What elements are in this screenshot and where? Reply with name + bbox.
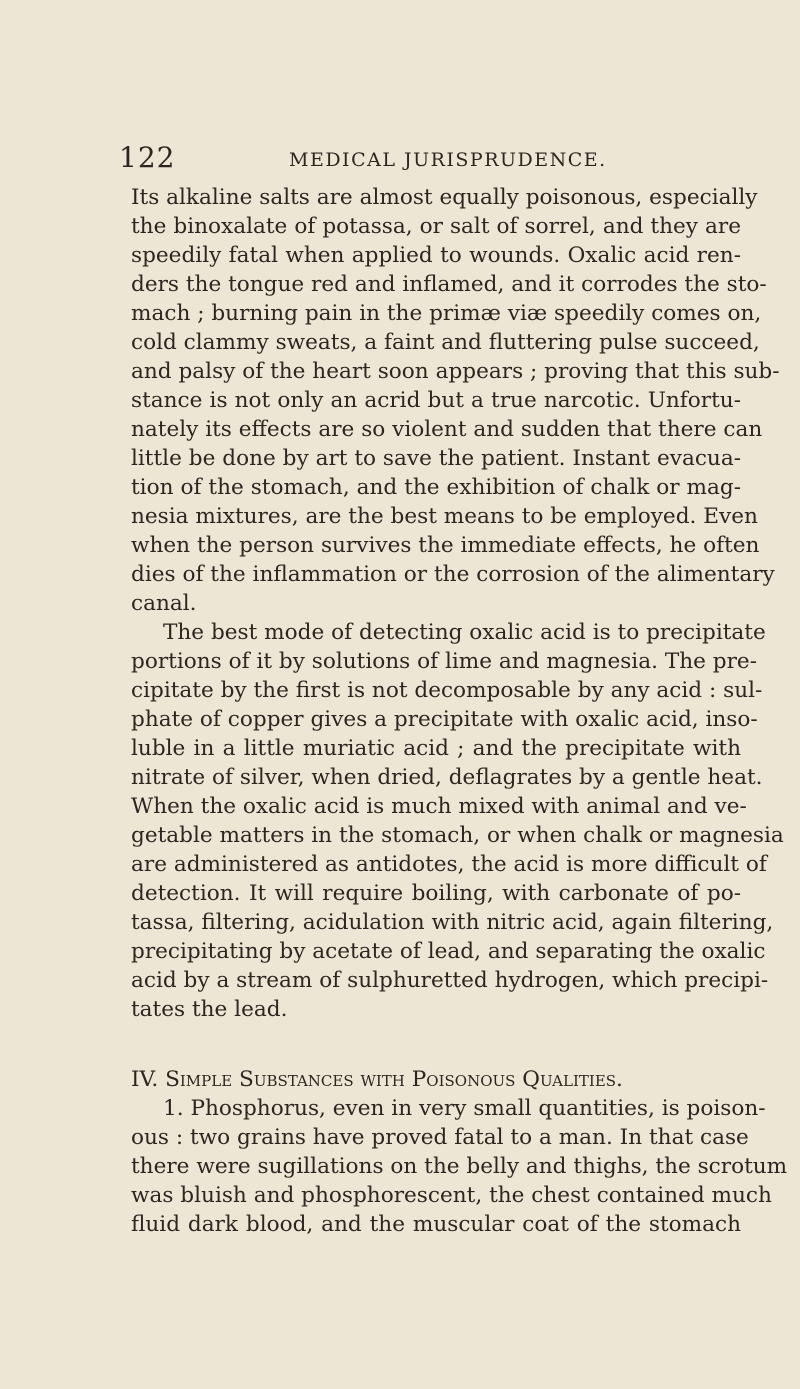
text-line: nately its effects are so violent and sudden that there can [131, 417, 763, 442]
text-line: luble in a little muriatic acid ; and the precipitate with [131, 736, 741, 761]
text-line: phate of copper gives a precipitate with oxalic acid, inso- [131, 707, 758, 732]
running-head [119, 138, 719, 178]
text-line: nitrate of silver, when dried, deflagrates by a gentle heat. [131, 765, 763, 790]
text-line: ous : two grains have proved fatal to a man. In that case [131, 1125, 749, 1150]
text-line: portions of it by solutions of lime and magnesia. The pre- [131, 649, 757, 674]
text-line: dies of the inflammation or the corrosion of the alimentary [131, 562, 775, 587]
text-line: there were sugillations on the belly and thighs, the scrotum [131, 1154, 788, 1179]
text-line: tion of the stomach, and the exhibition of chalk or mag- [131, 475, 741, 500]
text-line: 1. Phosphorus, even in very small quantities, is poison- [163, 1096, 766, 1121]
paragraph-phosphorus [131, 1094, 788, 1239]
paragraph-detection [131, 618, 784, 1024]
text-line: cold clammy sweats, a faint and fluttering pulse succeed, [131, 330, 760, 355]
text-line: nesia mixtures, are the best means to be employed. Even [131, 504, 758, 529]
text-line: are administered as antidotes, the acid is more difficult of [131, 852, 767, 877]
text-line: precipitating by acetate of lead, and separating the oxalic [131, 939, 766, 964]
text-line: the binoxalate of potassa, or salt of sorrel, and they are [131, 214, 741, 239]
section-heading: IV. Simple Substances with Poisonous Qualities. [131, 1067, 623, 1092]
text-line: The best mode of detecting oxalic acid is to precipitate [163, 620, 766, 645]
text-line: getable matters in the stomach, or when chalk or magnesia [131, 823, 784, 848]
text-line: ders the tongue red and inflamed, and it corrodes the sto- [131, 272, 767, 297]
text-line: tates the lead. [131, 997, 288, 1022]
text-line: Its alkaline salts are almost equally poisonous, especially [131, 185, 758, 210]
text-line: when the person survives the immediate effects, he often [131, 533, 760, 558]
page-number: 122 [119, 141, 176, 174]
text-line: and palsy of the heart soon appears ; proving that this sub- [131, 359, 780, 384]
text-line: canal. [131, 591, 197, 616]
text-line: mach ; burning pain in the primæ viæ speedily comes on, [131, 301, 762, 326]
text-line: speedily fatal when applied to wounds. Oxalic acid ren- [131, 243, 741, 268]
text-line: cipitate by the first is not decomposable by any acid : sul- [131, 678, 763, 703]
text-line: detection. It will require boiling, with carbonate of po- [131, 881, 741, 906]
body-text [131, 183, 788, 1239]
text-line: little be done by art to save the patient. Instant evacua- [131, 446, 741, 471]
text-line: When the oxalic acid is much mixed with animal and ve- [131, 794, 747, 819]
text-line: stance is not only an acrid but a true narcotic. Unfortu- [131, 388, 741, 413]
section-gap [131, 1024, 741, 1065]
text-line: was bluish and phosphorescent, the chest contained much [131, 1183, 772, 1208]
paragraph-oxalic-salts [131, 183, 780, 618]
running-title: MEDICAL JURISPRUDENCE. [289, 149, 607, 171]
text-line: fluid dark blood, and the muscular coat of the stomach [131, 1212, 741, 1237]
text-line: acid by a stream of sulphuretted hydrogen, which precipi- [131, 968, 769, 993]
text-line: tassa, filtering, acidulation with nitric acid, again filtering, [131, 910, 774, 935]
